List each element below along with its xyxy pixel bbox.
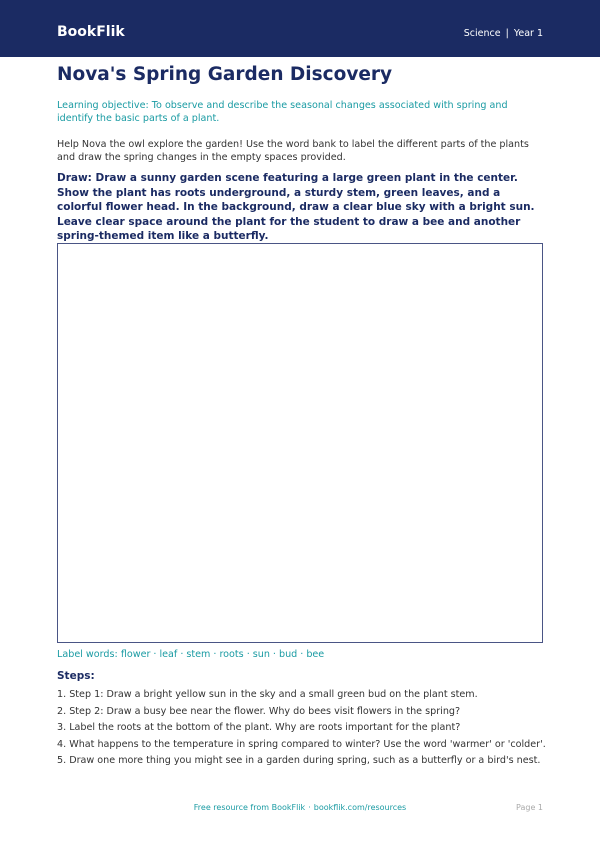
- meta-separator: |: [505, 28, 509, 39]
- label-word: bee: [306, 649, 325, 660]
- year-label: Year 1: [513, 28, 543, 39]
- label-word: roots: [219, 649, 244, 660]
- footer-url[interactable]: bookflik.com/resources: [313, 803, 407, 812]
- word-separator: ·: [246, 649, 250, 660]
- label-word: sun: [252, 649, 270, 660]
- header-meta: [464, 28, 543, 39]
- step-item: 3. Label the roots at the bottom of the plant. Why are roots important for the plant?: [57, 722, 461, 733]
- word-separator: ·: [300, 649, 304, 660]
- brand-logo-text: BookFlik: [57, 24, 125, 40]
- draw-instruction: Draw: Draw a sunny garden scene featuring a large green plant in the center. Show the plant has roots underground, a sturdy stem, green leaves, and a colorful flower head. In the background, draw a clear blue sky with a bright sun. Leave clear space around the plant for the student to draw a bee and another spring-themed item like a butterfly.: [57, 172, 535, 242]
- step-item: 4. What happens to the temperature in spring compared to winter? Use the word 'warmer' or 'colder'.: [57, 738, 546, 750]
- footer: [0, 803, 600, 812]
- footer-separator: ·: [308, 803, 311, 812]
- footer-source: Free resource from BookFlik: [193, 803, 306, 812]
- steps-heading: Steps:: [57, 670, 95, 682]
- steps-list: [57, 689, 547, 772]
- intro-text: Help Nova the owl explore the garden! Use the word bank to label the different parts of the plants and draw the spring changes in the empty spaces provided.: [57, 139, 529, 164]
- label-words: [57, 649, 324, 660]
- drawing-area[interactable]: [57, 243, 543, 643]
- word-separator: ·: [272, 649, 276, 660]
- label-words-prefix: Label words:: [57, 649, 118, 660]
- label-word: leaf: [159, 649, 178, 660]
- label-word: bud: [278, 649, 298, 660]
- word-separator: ·: [213, 649, 217, 660]
- word-separator: ·: [153, 649, 157, 660]
- header-bar: [0, 0, 600, 57]
- step-item: 2. Step 2: Draw a busy bee near the flower. Why do bees visit flowers in the spring?: [57, 705, 461, 717]
- word-separator: ·: [180, 649, 184, 660]
- label-word: stem: [186, 649, 211, 660]
- worksheet-title: Nova's Spring Garden Discovery: [57, 64, 393, 85]
- learning-objective: Learning objective: To observe and describe the seasonal changes associated with spring and identify the basic parts of a plant.: [57, 100, 508, 125]
- page-number: Page 1: [516, 803, 543, 812]
- step-item: 5. Draw one more thing you might see in a garden during spring, such as a butterfly or a bird's nest.: [57, 755, 541, 766]
- subject-label: Science: [463, 28, 501, 39]
- step-item: 1. Step 1: Draw a bright yellow sun in the sky and a small green bud on the plant stem.: [57, 689, 478, 700]
- label-word: flower: [120, 649, 151, 660]
